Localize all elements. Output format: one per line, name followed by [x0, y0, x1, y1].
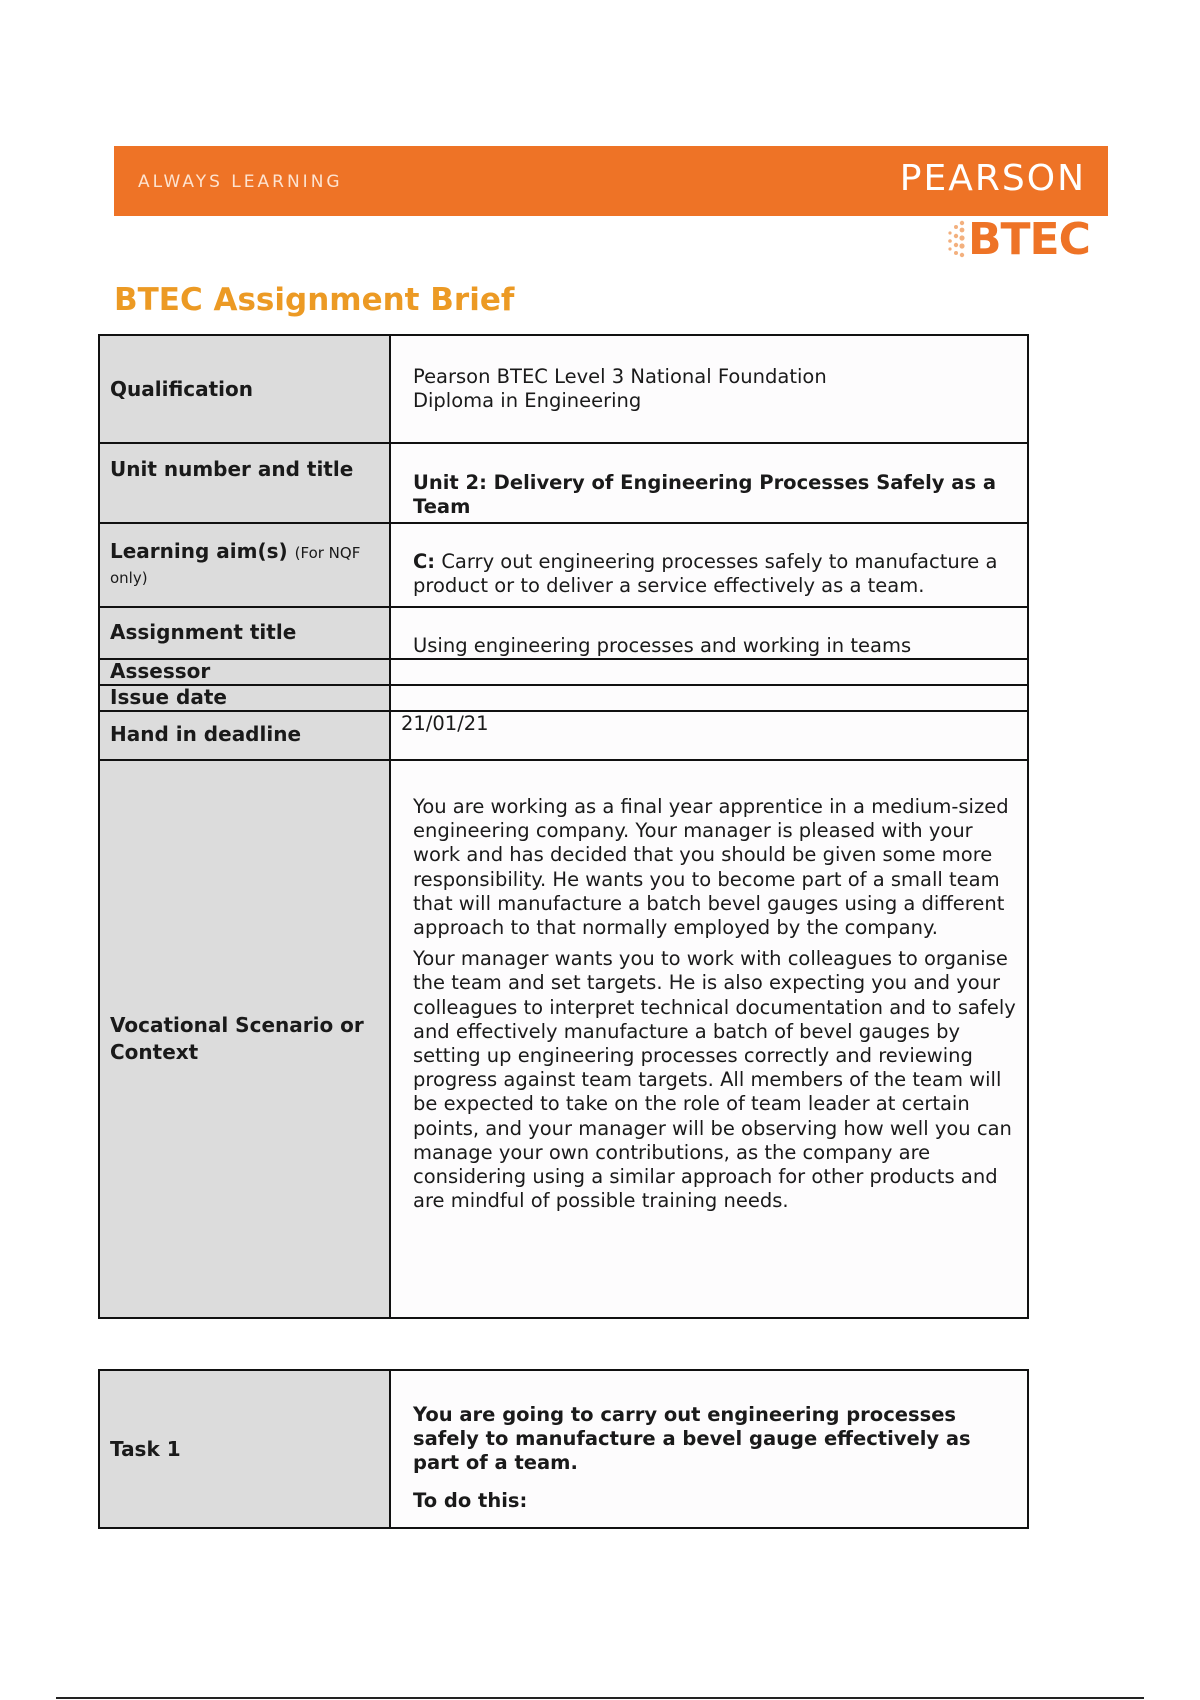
unit-label: Unit number and title	[110, 457, 354, 481]
scenario-paragraph-1: You are working as a final year apprentice in a medium-sized engineering company. Your manager is pleased with your work and has decided that you should be given some more responsibility. He wants you to become part of a small team that will manufacture a batch bevel gauges using a different approach to that normally employed by the company.	[413, 795, 1009, 940]
row-task-1	[99, 1370, 1028, 1528]
tagline: ALWAYS LEARNING	[138, 172, 343, 192]
qualification-label: Qualification	[110, 377, 254, 401]
row-assessor	[99, 659, 1028, 685]
deadline-value: 21/01/21	[401, 712, 489, 735]
task-table	[98, 1369, 1029, 1529]
assessor-label: Assessor	[110, 659, 211, 683]
footer-divider	[56, 1697, 1144, 1699]
row-scenario	[99, 760, 1028, 1318]
row-assignment-title	[99, 607, 1028, 659]
unit-value: Unit 2: Delivery of Engineering Processes Safely as a Team	[413, 471, 997, 518]
brand-logo: PEARSON	[899, 158, 1086, 199]
qualification-value-line2: Diploma in Engineering	[413, 389, 642, 412]
assignment-title-value: Using engineering processes and working in teams	[413, 634, 912, 657]
scenario-label: Vocational Scenario or Context	[110, 1013, 364, 1064]
row-learning-aim	[99, 523, 1028, 607]
dots-icon	[944, 218, 968, 262]
task-instruction: To do this:	[413, 1489, 528, 1512]
btec-logo	[944, 212, 1089, 268]
btec-wordmark: BTEC	[968, 214, 1090, 265]
header-banner	[114, 146, 1108, 216]
row-deadline	[99, 711, 1028, 760]
row-qualification	[99, 335, 1028, 443]
scenario-paragraph-2: Your manager wants you to work with colleagues to organise the team and set targets. He is also expecting you and your colleagues to interpret technical documentation and to safely and effectively manufacture a batch of bevel gauges by setting up engineering processes correctly and reviewing progress against team targets. All members of the team will be expected to take on the role of team leader at certain points, and your manager will be observing how well you can manage your own contributions, as the company are considering using a similar approach for other products and are mindful of possible training needs.	[413, 947, 1016, 1213]
qualification-value-line1: Pearson BTEC Level 3 National Foundation	[413, 365, 827, 388]
deadline-label: Hand in deadline	[110, 722, 302, 746]
row-unit	[99, 443, 1028, 523]
learning-aim-label: Learning aim(s)	[110, 539, 288, 563]
learning-aim-value: Carry out engineering processes safely to manufacture a product or to deliver a service effectively as a team.	[413, 550, 998, 597]
page-title: BTEC Assignment Brief	[114, 282, 515, 318]
assignment-title-label: Assignment title	[110, 620, 297, 644]
learning-aim-note: (For NQF only)	[110, 544, 361, 587]
issue-date-label: Issue date	[110, 685, 227, 709]
row-issue-date	[99, 685, 1028, 711]
learning-aim-prefix: C:	[413, 550, 436, 573]
assignment-brief-table	[98, 334, 1029, 1319]
task-label: Task 1	[110, 1437, 181, 1461]
task-statement: You are going to carry out engineering processes safely to manufacture a bevel gauge effectively as part of a team.	[413, 1403, 971, 1474]
